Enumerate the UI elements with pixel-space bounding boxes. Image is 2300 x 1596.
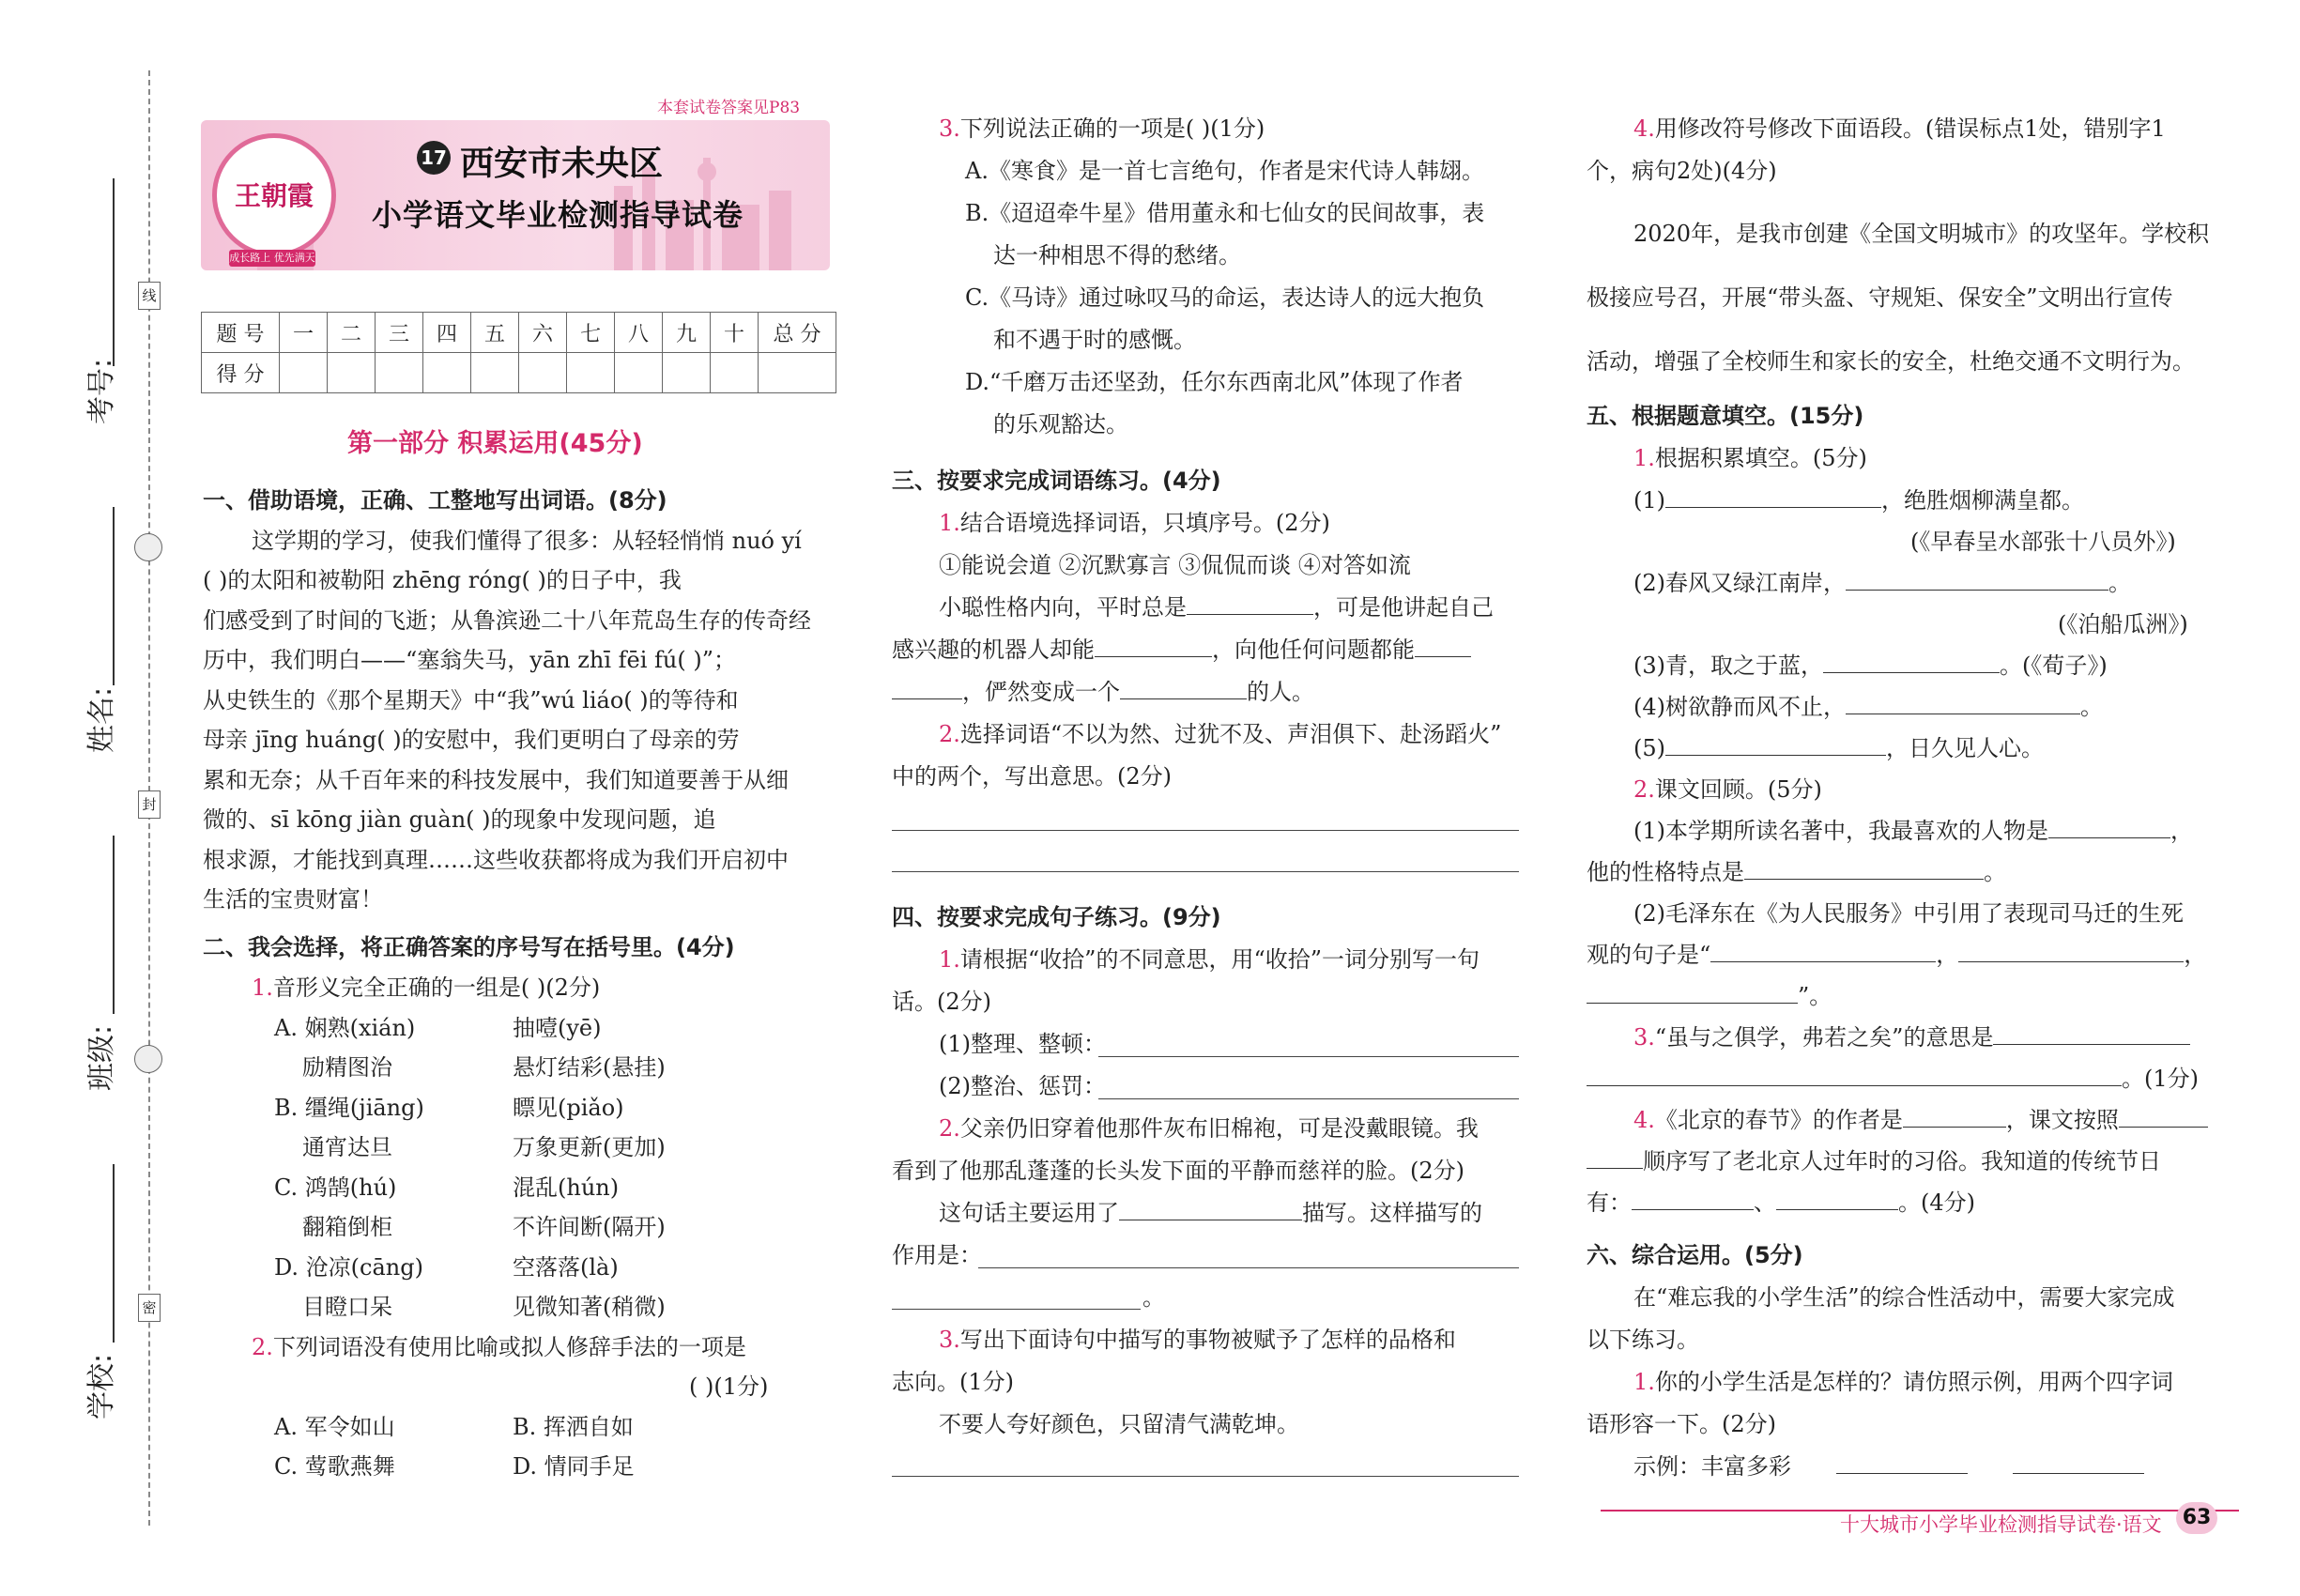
s5-q3-text: “虽与之俱学，弗若之矣”的意思是: [1654, 1024, 1994, 1051]
binding-field-line: [113, 178, 115, 366]
option-line: 达一种相思不得的愁绪。: [993, 242, 1241, 269]
paragraph-line: 极接应号召，开展“带头盔、守规矩、保安全”文明出行宣传: [1587, 284, 2173, 311]
answer-blank[interactable]: [1744, 858, 1984, 880]
answer-blank[interactable]: [2119, 1106, 2208, 1128]
s5-q2-b: ，: [2184, 942, 2207, 968]
question-number: 1.: [252, 974, 273, 1001]
s3-q1-line: 小聪性格内向，平时总是: [939, 594, 1187, 621]
option-word: 混乱(hún): [513, 1174, 620, 1201]
score-cell[interactable]: [328, 353, 376, 393]
answer-blank[interactable]: [1776, 1189, 1898, 1210]
binding-field-line: [113, 836, 115, 1014]
s5-q1-e: ，日久见人心。: [1886, 735, 2044, 761]
s3q-text: 下列说法正确的一项是( )(1分): [959, 115, 1265, 142]
s4q4-text: 用修改符号修改下面语段。(错误标点1处，错别字1: [1654, 115, 2166, 142]
answer-blank[interactable]: [1119, 1199, 1302, 1220]
s2-q1-text: 音形义完全正确的一组是( )(2分): [272, 974, 601, 1001]
answer-blank[interactable]: [1587, 1065, 2122, 1086]
score-table-header: 一: [280, 313, 328, 353]
score-table-header: 八: [615, 313, 663, 353]
s1-text-line: 母亲 jīng huáng( )的安慰中，我们更明白了母亲的劳: [203, 727, 740, 753]
score-cell[interactable]: [280, 353, 328, 393]
answer-blank[interactable]: [1587, 982, 1798, 1004]
s2-title: 二、我会选择，将正确答案的序号写在括号里。(4分): [203, 934, 735, 960]
s5-q1-b: 。: [2108, 570, 2131, 596]
s5-q4-line: 顺序写了老北京人过年时的习俗。我知道的传统节日: [1643, 1148, 2161, 1174]
option-word: 瞟见(piǎo): [513, 1095, 624, 1121]
option-line: C.《马诗》通过咏叹马的命运，表达诗人的远大抱负: [965, 284, 1485, 311]
s5-q4-text: 《北京的春节》的作者是: [1654, 1107, 1903, 1133]
option-word: 不许间断(隔开): [513, 1214, 666, 1240]
s4-q1-b: (2)整治、惩罚：: [939, 1073, 1106, 1099]
s5-q2-a: ，: [2170, 818, 2193, 844]
option-line: D.“千磨万击还坚劲，任尔东西南北风”体现了作者: [965, 369, 1464, 395]
s4-q3-text: 志向。(1分): [892, 1369, 1014, 1395]
score-cell[interactable]: [663, 353, 711, 393]
s3-q2-text: 选择词语“不以为然、过犹不及、声泪俱下、赴汤蹈火”: [959, 721, 1502, 747]
answer-blank[interactable]: [2048, 817, 2170, 838]
s5-q2-a: 他的性格特点是: [1587, 859, 1744, 885]
s4-q2-line: 这句话主要运用了: [939, 1200, 1119, 1226]
s6-q1-text: 你的小学生活是怎样的？请仿照示例，用两个四字词: [1654, 1369, 2173, 1395]
answer-blank[interactable]: [1846, 569, 2108, 591]
question-number: 4.: [1633, 1107, 1655, 1133]
poem-line: 不要人夸好颜色，只留清气满乾坤。: [939, 1411, 1299, 1437]
s3-q1-text: 结合语境选择词语，只填序号。(2分): [959, 510, 1330, 536]
logo: 王朝霞: [212, 133, 336, 257]
option-word: 翻箱倒柜: [302, 1214, 392, 1240]
page-number: 63: [2176, 1502, 2217, 1534]
answer-blank[interactable]: [1665, 734, 1886, 756]
source-citation: (《泊船瓜洲》): [2058, 611, 2188, 637]
option-line: A.《寒食》是一首七言绝句，作者是宋代诗人韩翃。: [965, 158, 1484, 184]
option-word: A. 军令如山: [274, 1414, 395, 1440]
option-word: A. 娴熟(xián): [274, 1015, 416, 1041]
s6-intro: 在“难忘我的小学生活”的综合性活动中，需要大家完成: [1633, 1284, 2175, 1311]
question-number: 1.: [939, 510, 960, 536]
score-cell[interactable]: [519, 353, 567, 393]
option-word: 见微知著(稍微): [513, 1294, 666, 1320]
option-word: B. 缰绳(jiāng): [274, 1095, 424, 1121]
answer-line[interactable]: [892, 871, 1519, 872]
s1-text-line: 微的、sī kōng jiàn guàn( )的现象中发现问题，追: [203, 806, 716, 833]
s5-q4-line: 、: [1754, 1189, 1776, 1216]
answer-blank[interactable]: [1665, 486, 1881, 508]
s5-q4-line: 。(4分): [1898, 1189, 1975, 1216]
banji-label: 班级:: [85, 1024, 118, 1091]
s5-q1-b: (2)春风又绿江南岸，: [1633, 570, 1846, 596]
answer-line[interactable]: [892, 830, 1519, 831]
answer-note: 本套试卷答案见P83: [657, 99, 801, 117]
s5-q1-a: (1): [1633, 487, 1665, 514]
s4-q3-text: 写出下面诗句中描写的事物被赋予了怎样的品格和: [959, 1327, 1456, 1353]
s3-q1-line: 的人。: [1247, 679, 1314, 705]
s5-q4-text: ，课文按照: [2005, 1107, 2119, 1133]
s4-q1-text: 话。(2分): [892, 989, 991, 1015]
s5-q1-d: 。: [2080, 694, 2103, 720]
s5-q2-b: ”。: [1798, 983, 1832, 1009]
score-row-label: 得 分: [202, 353, 280, 393]
binding-tag-feng: 封: [138, 790, 161, 819]
answer-blank[interactable]: [1903, 1106, 2006, 1128]
s5-q2-a: (1)本学期所读名著中，我最喜欢的人物是: [1633, 818, 2048, 844]
score-table-header: 十: [711, 313, 759, 353]
footer-series: 十大城市小学毕业检测指导试卷·语文: [1840, 1513, 2162, 1536]
answer-blank[interactable]: [1587, 1147, 1643, 1169]
option-word: 悬灯结彩(悬挂): [513, 1054, 666, 1081]
answer-blank[interactable]: [2013, 1452, 2144, 1474]
choice-list: ①能说会道 ②沉默寡言 ③侃侃而谈 ④对答如流: [939, 552, 1411, 578]
option-word: 励精图治: [302, 1054, 392, 1081]
s1-text-line: 累和无奈；从千百年来的科技发展中，我们知道要善于从细: [203, 767, 789, 793]
binding-field-line: [113, 1164, 115, 1343]
binding-tag-xian: 线: [138, 282, 161, 310]
s2-q2-tail: ( )(1分): [689, 1373, 769, 1400]
s4-q2-text: 看到了他那乱蓬蓬的长头发下面的平静而慈祥的脸。(2分): [892, 1158, 1464, 1184]
s1-text-line: 根求源，才能找到真理……这些收获都将成为我们开启初中: [203, 847, 789, 873]
s6-q1-text: 语形容一下。(2分): [1587, 1411, 1776, 1437]
xuexiao-label: 学校:: [85, 1353, 118, 1420]
option-word: D. 情同手足: [513, 1453, 635, 1480]
s3-q1-line: ，俨然变成一个: [962, 679, 1120, 705]
s3-title: 三、按要求完成词语练习。(4分): [892, 468, 1221, 494]
score-table-header: 九: [663, 313, 711, 353]
s1-text-line: 从史铁生的《那个星期天》中“我”wú liáo( )的等待和: [203, 687, 739, 714]
question-number: 3.: [939, 115, 960, 142]
s5-q2-text: 课文回顾。(5分): [1654, 776, 1822, 803]
question-number: 4.: [1633, 115, 1655, 142]
paragraph-line: 活动，增强了全校师生和家长的安全，杜绝交通不文明行为。: [1587, 348, 2195, 375]
s2-q2-text: 下列词语没有使用比喻或拟人修辞手法的一项是: [272, 1334, 746, 1360]
kaohao-label: 考号:: [85, 358, 118, 424]
s5-q1-c: (3)青，取之于蓝，: [1633, 652, 1823, 679]
s3-q2-text: 中的两个，写出意思。(2分): [892, 763, 1172, 790]
score-table-header: 总 分: [759, 313, 836, 353]
answer-line[interactable]: [892, 1476, 1519, 1477]
question-number: 2.: [252, 1334, 273, 1360]
score-table-header: 六: [519, 313, 567, 353]
example-text: 示例：丰富多彩: [1633, 1453, 1791, 1480]
logo-tag: 成长路上 优先满天: [229, 250, 315, 267]
s4-q2-text: 父亲仍旧穿着他那件灰布旧棉袍，可是没戴眼镜。我: [959, 1115, 1479, 1142]
binding-tag-mi: 密: [138, 1294, 161, 1322]
s5-q2-b: ，: [1936, 942, 1959, 968]
answer-blank[interactable]: [1846, 693, 2080, 714]
s1-text-line: 历中，我们明白——“塞翁失马，yān zhī fēi fú( )”；: [203, 647, 736, 673]
score-table-header: 四: [423, 313, 471, 353]
option-word: C. 鸿鹄(hú): [274, 1174, 397, 1201]
answer-blank[interactable]: [1187, 593, 1313, 615]
score-table: [201, 312, 836, 393]
s5-q2-a: 。: [1984, 859, 2006, 885]
s4-q2-line: 作用是：: [892, 1242, 982, 1268]
s5-q1-a: ，绝胜烟柳满皇都。: [1881, 487, 2084, 514]
answer-blank[interactable]: [1993, 1023, 2190, 1045]
s5-q2-b: 观的句子是“: [1587, 942, 1711, 968]
answer-blank[interactable]: [1415, 636, 1471, 657]
part1-title: 第一部分 积累运用(45分): [347, 429, 643, 458]
question-number: 2.: [939, 721, 960, 747]
s1-title: 一、借助语境，正确、工整地写出词语。(8分): [203, 487, 667, 514]
option-word: 目瞪口呆: [302, 1294, 392, 1320]
s3-q1-line: ，向他任何问题都能: [1212, 637, 1415, 663]
s1-text-line: ( )的太阳和被勒阳 zhēng róng( )的日子中，我: [203, 567, 682, 593]
answer-line[interactable]: [1098, 1098, 1519, 1099]
s6-title: 六、综合运用。(5分): [1587, 1242, 1803, 1268]
s1-text-line: 生活的宝贵财富！: [203, 886, 383, 913]
answer-line[interactable]: [978, 1267, 1519, 1268]
paper-subtitle: 小学语文毕业检测指导试卷: [372, 197, 744, 233]
answer-line[interactable]: [892, 1309, 1141, 1310]
s5-q1-d: (4)树欲静而风不止，: [1633, 694, 1846, 720]
score-table-header: 七: [567, 313, 615, 353]
s6-intro: 以下练习。: [1587, 1327, 1699, 1353]
s1-text-line: 们感受到了时间的飞逝；从鲁滨逊二十八年荒岛生存的传奇经: [203, 607, 811, 634]
s4-title: 四、按要求完成句子练习。(9分): [892, 904, 1221, 930]
option-line: 和不遇于时的感慨。: [993, 327, 1196, 353]
header-banner: [201, 120, 830, 270]
score-cell[interactable]: [567, 353, 615, 393]
paragraph-line: 2020年，是我市创建《全国文明城市》的攻坚年。学校积: [1633, 221, 2210, 247]
s4q4-text: 个，病句2处)(4分): [1587, 158, 1777, 184]
source-citation: (《早春呈水部张十八员外》): [1910, 529, 2176, 555]
question-number: 2.: [939, 1115, 960, 1142]
score-table-header: 题 号: [202, 313, 280, 353]
option-word: D. 沧凉(cāng): [274, 1254, 423, 1281]
question-number: 3.: [939, 1327, 960, 1353]
score-table-header: 五: [471, 313, 519, 353]
score-cell[interactable]: [376, 353, 423, 393]
option-word: 空落落(là): [513, 1254, 619, 1281]
binding-hole-icon: [134, 533, 162, 561]
option-word: 抽噎(yē): [513, 1015, 602, 1041]
answer-blank[interactable]: [892, 678, 962, 699]
option-word: 通宵达旦: [302, 1134, 392, 1160]
answer-blank[interactable]: [1632, 1189, 1754, 1210]
answer-line[interactable]: [1098, 1056, 1519, 1057]
s5-q1-c: 。(《荀子》): [2000, 652, 2108, 679]
answer-blank[interactable]: [1120, 678, 1247, 699]
s3-q1-line: 感兴趣的机器人却能: [892, 637, 1095, 663]
binding-field-line: [113, 507, 115, 685]
question-number: 1.: [1633, 445, 1655, 471]
s5-q1-text: 根据积累填空。(5分): [1654, 445, 1867, 471]
score-cell[interactable]: [711, 353, 759, 393]
s4-q1-a: (1)整理、整顿：: [939, 1031, 1106, 1057]
s4-q2-line: 描写。这样描写的: [1302, 1200, 1482, 1226]
question-number: 1.: [939, 946, 960, 973]
option-line: 的乐观豁达。: [993, 411, 1128, 437]
answer-blank[interactable]: [1958, 941, 2184, 962]
answer-blank[interactable]: [1836, 1452, 1968, 1474]
score-cell[interactable]: [423, 353, 471, 393]
score-cell[interactable]: [759, 353, 836, 393]
answer-blank[interactable]: [1710, 941, 1936, 962]
score-cell[interactable]: [615, 353, 663, 393]
s3-q1-line: ，可是他讲起自己: [1313, 594, 1494, 621]
s1-text-line: 这学期的学习，使我们懂得了很多：从轻轻悄悄 nuó yí: [252, 528, 802, 554]
binding-hole-icon: [134, 1045, 162, 1073]
option-word: B. 挥洒自如: [513, 1414, 634, 1440]
s5-title: 五、根据题意填空。(15分): [1587, 403, 1864, 429]
option-line: B.《迢迢牵牛星》借用董永和七仙女的民间故事，表: [965, 200, 1485, 226]
question-number: 3.: [1633, 1024, 1655, 1051]
score-table-header: 二: [328, 313, 376, 353]
option-word: 万象更新(更加): [513, 1134, 666, 1160]
paper-title: 西安市未央区: [460, 145, 664, 183]
s5-q3-tail: 。(1分): [2122, 1066, 2199, 1092]
s5-q1-e: (5): [1633, 735, 1665, 761]
question-number: 1.: [1633, 1369, 1655, 1395]
answer-blank[interactable]: [1823, 652, 2000, 673]
s5-q4-line: 有：: [1587, 1189, 1632, 1216]
score-cell[interactable]: [471, 353, 519, 393]
s5-q2-b: (2)毛泽东在《为人民服务》中引用了表现司马迁的生死: [1633, 900, 2184, 927]
question-number: 2.: [1633, 776, 1655, 803]
xingming-label: 姓名:: [85, 686, 118, 753]
answer-blank[interactable]: [1095, 636, 1212, 657]
paper-number-badge: 17: [417, 141, 451, 175]
s4-q1-text: 请根据“收拾”的不同意思，用“收拾”一词分别写一句: [959, 946, 1480, 973]
score-table-header: 三: [376, 313, 423, 353]
option-word: C. 莺歌燕舞: [274, 1453, 395, 1480]
